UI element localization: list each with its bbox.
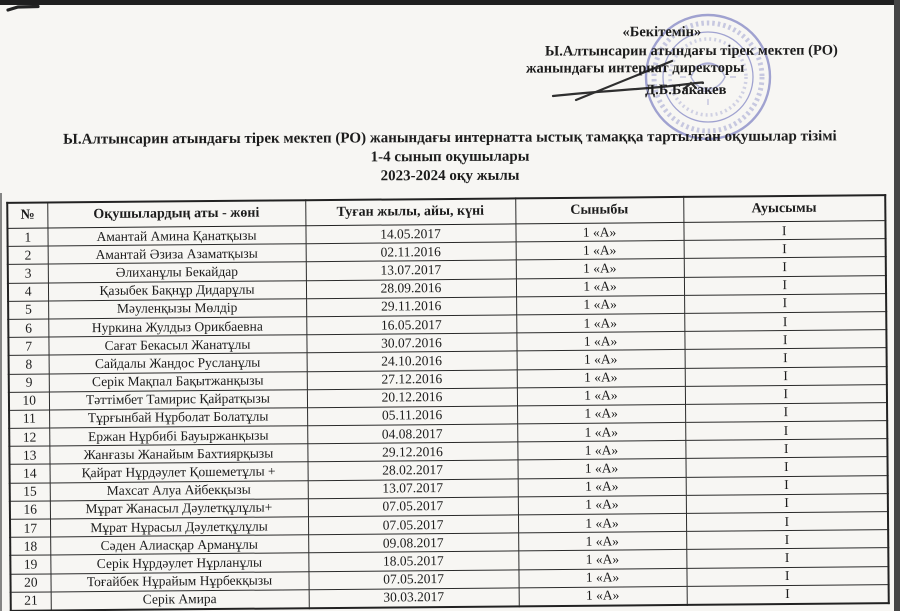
- grade-cell: 1 «А»: [518, 513, 686, 533]
- birthdate-cell: 05.11.2016: [307, 406, 517, 426]
- approved-label: «Бекітемін»: [622, 24, 702, 41]
- row-number-cell: 7: [8, 337, 48, 356]
- row-number-cell: 1: [7, 228, 47, 247]
- row-number-cell: 3: [8, 264, 48, 283]
- student-name-cell: Мұрат Жанасыл Дәулетқұлұлы+: [50, 499, 308, 519]
- grade-cell: 1 «А»: [517, 368, 685, 388]
- grade-cell: 1 «А»: [518, 459, 686, 479]
- grade-cell: 1 «А»: [518, 532, 686, 552]
- grade-cell: 1 «А»: [517, 386, 685, 406]
- grade-cell: 1 «А»: [517, 422, 685, 442]
- shift-cell: I: [685, 384, 887, 404]
- shift-cell: I: [684, 275, 886, 295]
- row-number-cell: 13: [9, 446, 49, 465]
- grade-cell: 1 «А»: [516, 313, 684, 333]
- student-name-cell: Тұрғынбай Нұрболат Болатұлы: [49, 408, 307, 428]
- row-number-cell: 4: [8, 283, 48, 302]
- row-number-cell: 17: [10, 519, 50, 538]
- col-header-student-name: Оқушылардың аты - жөні: [47, 200, 305, 228]
- birthdate-cell: 02.11.2016: [306, 242, 516, 262]
- student-name-cell: Серік Мақпал Бақытжанқызы: [49, 371, 307, 391]
- student-name-cell: Қазыбек Бақнұр Дидарұлы: [48, 280, 306, 300]
- row-number-cell: 12: [9, 428, 49, 447]
- grade-cell: 1 «А»: [517, 350, 685, 370]
- shift-cell: I: [685, 348, 887, 368]
- row-number-cell: 16: [10, 501, 50, 520]
- approval-org-line1: Ы.Алтынсарин атындағы тірек мектеп (РО): [544, 42, 838, 60]
- scan-edge-top: [0, 0, 900, 5]
- grade-cell: 1 «А»: [518, 477, 686, 497]
- grade-cell: 1 «А»: [516, 332, 684, 352]
- birthdate-cell: 29.11.2016: [306, 297, 516, 317]
- row-number-cell: 2: [8, 246, 48, 265]
- grade-cell: 1 «А»: [518, 568, 686, 588]
- row-number-cell: 8: [9, 355, 49, 374]
- shift-cell: I: [684, 312, 886, 332]
- student-name-cell: Ержан Нұрбибі Бауыржанқызы: [49, 426, 307, 446]
- shift-cell: I: [684, 239, 886, 259]
- row-number-cell: 9: [9, 373, 49, 392]
- scan-edge-left: [0, 193, 2, 611]
- director-name: Д.Б.Бакакев: [645, 81, 727, 99]
- shift-cell: I: [687, 584, 889, 604]
- shift-cell: I: [685, 366, 887, 386]
- col-header-grade: Сыныбы: [515, 197, 683, 224]
- grade-cell: 1 «А»: [515, 222, 683, 242]
- document-title: [0, 127, 900, 188]
- shift-cell: I: [686, 493, 888, 513]
- row-number-cell: 19: [10, 555, 50, 574]
- birthdate-cell: 28.09.2016: [306, 278, 516, 298]
- birthdate-cell: 24.10.2016: [307, 351, 517, 371]
- grade-cell: 1 «А»: [517, 441, 685, 461]
- birthdate-cell: 07.05.2017: [308, 515, 518, 535]
- shift-cell: I: [686, 530, 888, 550]
- row-number-cell: 10: [9, 392, 49, 411]
- birthdate-cell: 18.05.2017: [308, 551, 518, 571]
- student-name-cell: Тәттімбет Тамирис Қайратқызы: [49, 389, 307, 409]
- grade-cell: 1 «А»: [517, 404, 685, 424]
- shift-cell: I: [684, 330, 886, 350]
- birthdate-cell: 30.03.2017: [309, 588, 519, 609]
- approval-org-line2: жанындағы интернат директоры: [525, 59, 745, 77]
- birthdate-cell: 30.07.2016: [306, 333, 516, 353]
- student-name-cell: Сағат Бекасыл Жанатұлы: [48, 335, 306, 355]
- shift-cell: I: [684, 293, 886, 313]
- student-name-cell: Серік Нұрдәулет Нұрланұлы: [50, 553, 308, 573]
- student-name-cell: Қайрат Нұрдәулет Қошеметұлы +: [50, 462, 308, 482]
- scan-edge-right: [894, 0, 900, 611]
- row-number-cell: 6: [8, 319, 48, 338]
- director-signature-icon: [548, 53, 773, 108]
- student-name-cell: Мәуленқызы Мөлдір: [48, 298, 306, 318]
- scan-pen-mark-icon: [4, 1, 52, 15]
- birthdate-cell: 13.07.2017: [306, 260, 516, 280]
- birthdate-cell: 13.07.2017: [308, 479, 518, 499]
- shift-cell: I: [683, 221, 885, 241]
- title-line1: Ы.Алтынсарин атындағы тірек мектеп (РО) жанындағы интернатта ыстық тамаққа тартылған оқушылар тізімі: [63, 128, 837, 148]
- col-header-birthdate: Туған жылы, айы, күні: [305, 198, 515, 225]
- birthdate-cell: 07.05.2017: [308, 569, 518, 589]
- row-number-cell: 14: [10, 464, 50, 483]
- student-name-cell: Жанғазы Жанайым Бахтиярқызы: [49, 444, 307, 464]
- shift-cell: I: [685, 421, 887, 441]
- col-header-number: №: [7, 202, 47, 228]
- birthdate-cell: 16.05.2017: [306, 315, 516, 335]
- row-number-cell: 21: [11, 592, 51, 611]
- student-name-cell: Тоғайбек Нұрайым Нұрбекқызы: [50, 571, 308, 591]
- grade-cell: 1 «А»: [516, 295, 684, 315]
- birthdate-cell: 07.05.2017: [308, 497, 518, 517]
- birthdate-cell: 14.05.2017: [305, 224, 515, 244]
- row-number-cell: 5: [8, 301, 48, 320]
- student-name-cell: Серік Амира: [51, 589, 309, 610]
- students-table: [6, 194, 890, 611]
- birthdate-cell: 28.02.2017: [308, 460, 518, 480]
- birthdate-cell: 09.08.2017: [308, 533, 518, 553]
- title-line2: 1-4 сынып оқушылары: [370, 148, 530, 166]
- student-name-cell: Амантай Амина Қанатқызы: [47, 226, 305, 246]
- student-name-cell: Сәден Алиасқар Арманұлы: [50, 535, 308, 555]
- birthdate-cell: 20.12.2016: [307, 388, 517, 408]
- row-number-cell: 15: [10, 483, 50, 502]
- grade-cell: 1 «А»: [516, 277, 684, 297]
- table-body: [7, 221, 888, 611]
- row-number-cell: 18: [10, 537, 50, 556]
- student-name-cell: Нуркина Жулдыз Орикбаевна: [48, 317, 306, 337]
- birthdate-cell: 29.12.2016: [307, 442, 517, 462]
- shift-cell: I: [686, 548, 888, 568]
- shift-cell: I: [686, 475, 888, 495]
- grade-cell: 1 «А»: [516, 241, 684, 261]
- grade-cell: 1 «А»: [518, 495, 686, 515]
- shift-cell: I: [686, 512, 888, 532]
- grade-cell: 1 «А»: [516, 259, 684, 279]
- student-name-cell: Махсат Алуа Айбекқызы: [50, 480, 308, 500]
- shift-cell: I: [686, 566, 888, 586]
- row-number-cell: 11: [9, 410, 49, 429]
- row-number-cell: 20: [10, 574, 50, 593]
- shift-cell: I: [685, 457, 887, 477]
- students-table-wrap: [6, 194, 888, 611]
- title-line3: 2023-2024 оқу жылы: [380, 167, 520, 185]
- shift-cell: I: [684, 257, 886, 277]
- student-name-cell: Мұрат Нұрасыл Дәулетқұлұлы: [50, 517, 308, 537]
- student-name-cell: Әлиханұлы Бекайдар: [48, 262, 306, 282]
- student-name-cell: Сайдалы Жандос Русланұлы: [49, 353, 307, 373]
- shift-cell: I: [685, 403, 887, 423]
- birthdate-cell: 04.08.2017: [307, 424, 517, 444]
- student-name-cell: Амантай Әзиза Азаматқызы: [48, 244, 306, 264]
- shift-cell: I: [685, 439, 887, 459]
- grade-cell: 1 «А»: [518, 550, 686, 570]
- grade-cell: 1 «А»: [519, 586, 687, 606]
- col-header-shift: Ауысымы: [683, 195, 885, 222]
- birthdate-cell: 27.12.2016: [307, 369, 517, 389]
